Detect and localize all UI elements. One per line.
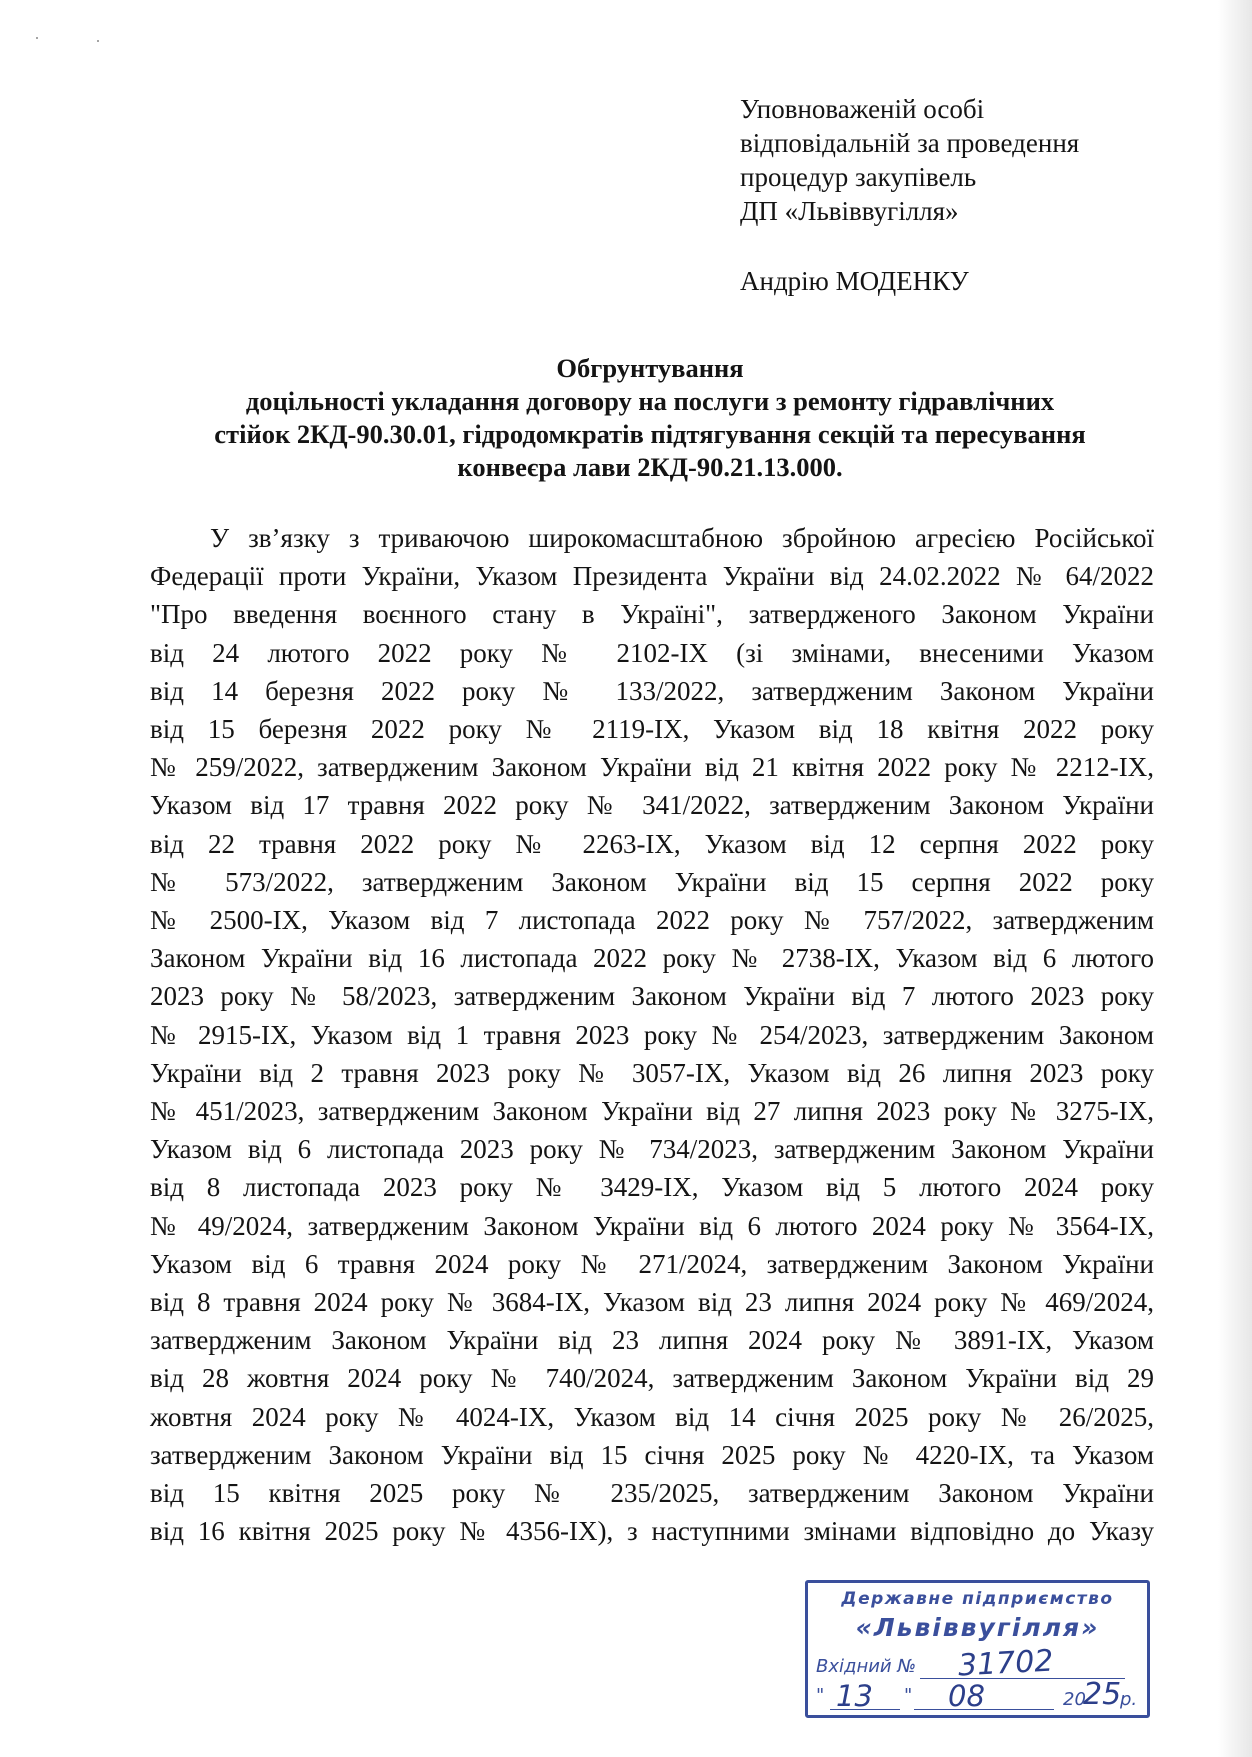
body-line: № 259/2022, затвердженим Законом України від 21 квітня 2022 року № 2212-IX, (150, 752, 1154, 783)
stamp-day: 13 (836, 1679, 873, 1713)
stamp-organization: «Львіввугілля» (855, 1613, 1100, 1642)
body-line: України від 2 травня 2023 року № 3057-IX, Указом від 26 липня 2023 року (150, 1057, 1154, 1088)
addressee-line: Уповноваженій особі (740, 94, 985, 124)
body-line: від 16 квітня 2025 року № 4356-IX), з наступними змінами відповідно до Указу (150, 1516, 1154, 1547)
body-line: № 451/2023, затвердженим Законом України від 27 липня 2023 року № 3275-IX, (150, 1096, 1154, 1127)
body-line: від 28 жовтня 2024 року № 740/2024, затвердженим Законом України від 29 (150, 1363, 1154, 1394)
body-line: від 24 лютого 2022 року № 2102-IX (зі змінами, внесеними Указом (150, 637, 1154, 668)
addressee-line: ДП «Львіввугілля» (740, 196, 959, 226)
body-line: Законом України від 16 листопада 2022 року № 2738-IX, Указом від 6 лютого (150, 943, 1154, 974)
body-line: № 2500-IX, Указом від 7 листопада 2022 року № 757/2022, затвердженим (150, 905, 1154, 936)
body-line: від 15 березня 2022 року № 2119-IX, Указом від 18 квітня 2022 року (150, 714, 1154, 745)
body-line: від 14 березня 2022 року № 133/2022, затвердженим Законом України (150, 675, 1154, 706)
body-line: від 8 травня 2024 року № 3684-IX, Указом від 23 липня 2024 року № 469/2024, (150, 1287, 1154, 1318)
body-paragraph (150, 519, 1154, 1550)
addressee-line: процедур закупівель (740, 162, 977, 192)
body-line: "Про введення воєнного стану в Україні", затвердженого Законом України (150, 599, 1154, 630)
body-line: № 49/2024, затвердженим Законом України від 6 лютого 2024 року № 3564-IX, (150, 1210, 1154, 1241)
title-line: доцільності укладання договору на послуги з ремонту гідравлічних (245, 386, 1055, 416)
stamp-year-prefix: 20 (1063, 1689, 1086, 1710)
body-line: Федерації проти України, Указом Президента України від 24.02.2022 № 64/2022 (150, 561, 1154, 592)
title-line: конвеєра лави 2КД-90.21.13.000. (457, 452, 843, 482)
body-line: від 8 листопада 2023 року № 3429-IX, Указом від 5 лютого 2024 року (150, 1172, 1154, 1203)
stamp-date-close-quote: " (904, 1685, 913, 1706)
stamp-title: Державне підприємство (841, 1589, 1114, 1609)
stamp-date-open-quote: " (816, 1685, 825, 1706)
scan-edge-shadow (1218, 0, 1252, 1757)
addressee-block (740, 92, 1200, 298)
scan-speck (97, 40, 99, 42)
body-line: затвердженим Законом України від 15 січня 2025 року № 4220-IX, та Указом (150, 1439, 1154, 1470)
body-line: Указом від 6 листопада 2023 року № 734/2023, затвердженим Законом України (150, 1134, 1154, 1165)
body-line: від 15 квітня 2025 року № 235/2025, затвердженим Законом України (150, 1478, 1154, 1509)
stamp-year-suffix: р. (1120, 1689, 1138, 1710)
title-line: стійок 2КД-90.30.01, гідродомкратів підтягування секцій та пересування (214, 419, 1086, 449)
body-line: № 2915-IX, Указом від 1 травня 2023 року № 254/2023, затвердженим Законом (150, 1019, 1154, 1050)
body-line: 2023 року № 58/2023, затвердженим Законом України від 7 лютого 2023 року (150, 981, 1154, 1012)
scan-speck (36, 37, 38, 39)
document-title (150, 352, 1150, 484)
stamp-incoming-label: Вхідний № (816, 1656, 917, 1677)
addressee-line: відповідальній за проведення (740, 128, 1080, 158)
body-line: жовтня 2024 року № 4024-IX, Указом від 14 січня 2025 року № 26/2025, (150, 1401, 1154, 1432)
stamp-year: 25 (1083, 1677, 1122, 1712)
stamp-incoming-number: 31702 (957, 1643, 1055, 1684)
body-line: затвердженим Законом України від 23 липня 2024 року № 3891-IX, Указом (150, 1325, 1154, 1356)
addressee-name: Андрію МОДЕНКУ (740, 266, 969, 296)
body-line: № 573/2022, затвердженим Законом України від 15 серпня 2022 року (150, 866, 1154, 897)
title-line: Обгрунтування (556, 353, 744, 383)
incoming-registration-stamp (805, 1580, 1150, 1718)
stamp-month: 08 (948, 1679, 985, 1713)
body-line: Указом від 6 травня 2024 року № 271/2024, затвердженим Законом України (150, 1248, 1154, 1279)
body-line: Указом від 17 травня 2022 року № 341/2022, затвердженим Законом України (150, 790, 1154, 821)
body-line: від 22 травня 2022 року № 2263-IX, Указом від 12 серпня 2022 року (150, 828, 1154, 859)
body-line: У зв’язку з триваючою широкомасштабною збройною агресією Російської (210, 523, 1154, 553)
